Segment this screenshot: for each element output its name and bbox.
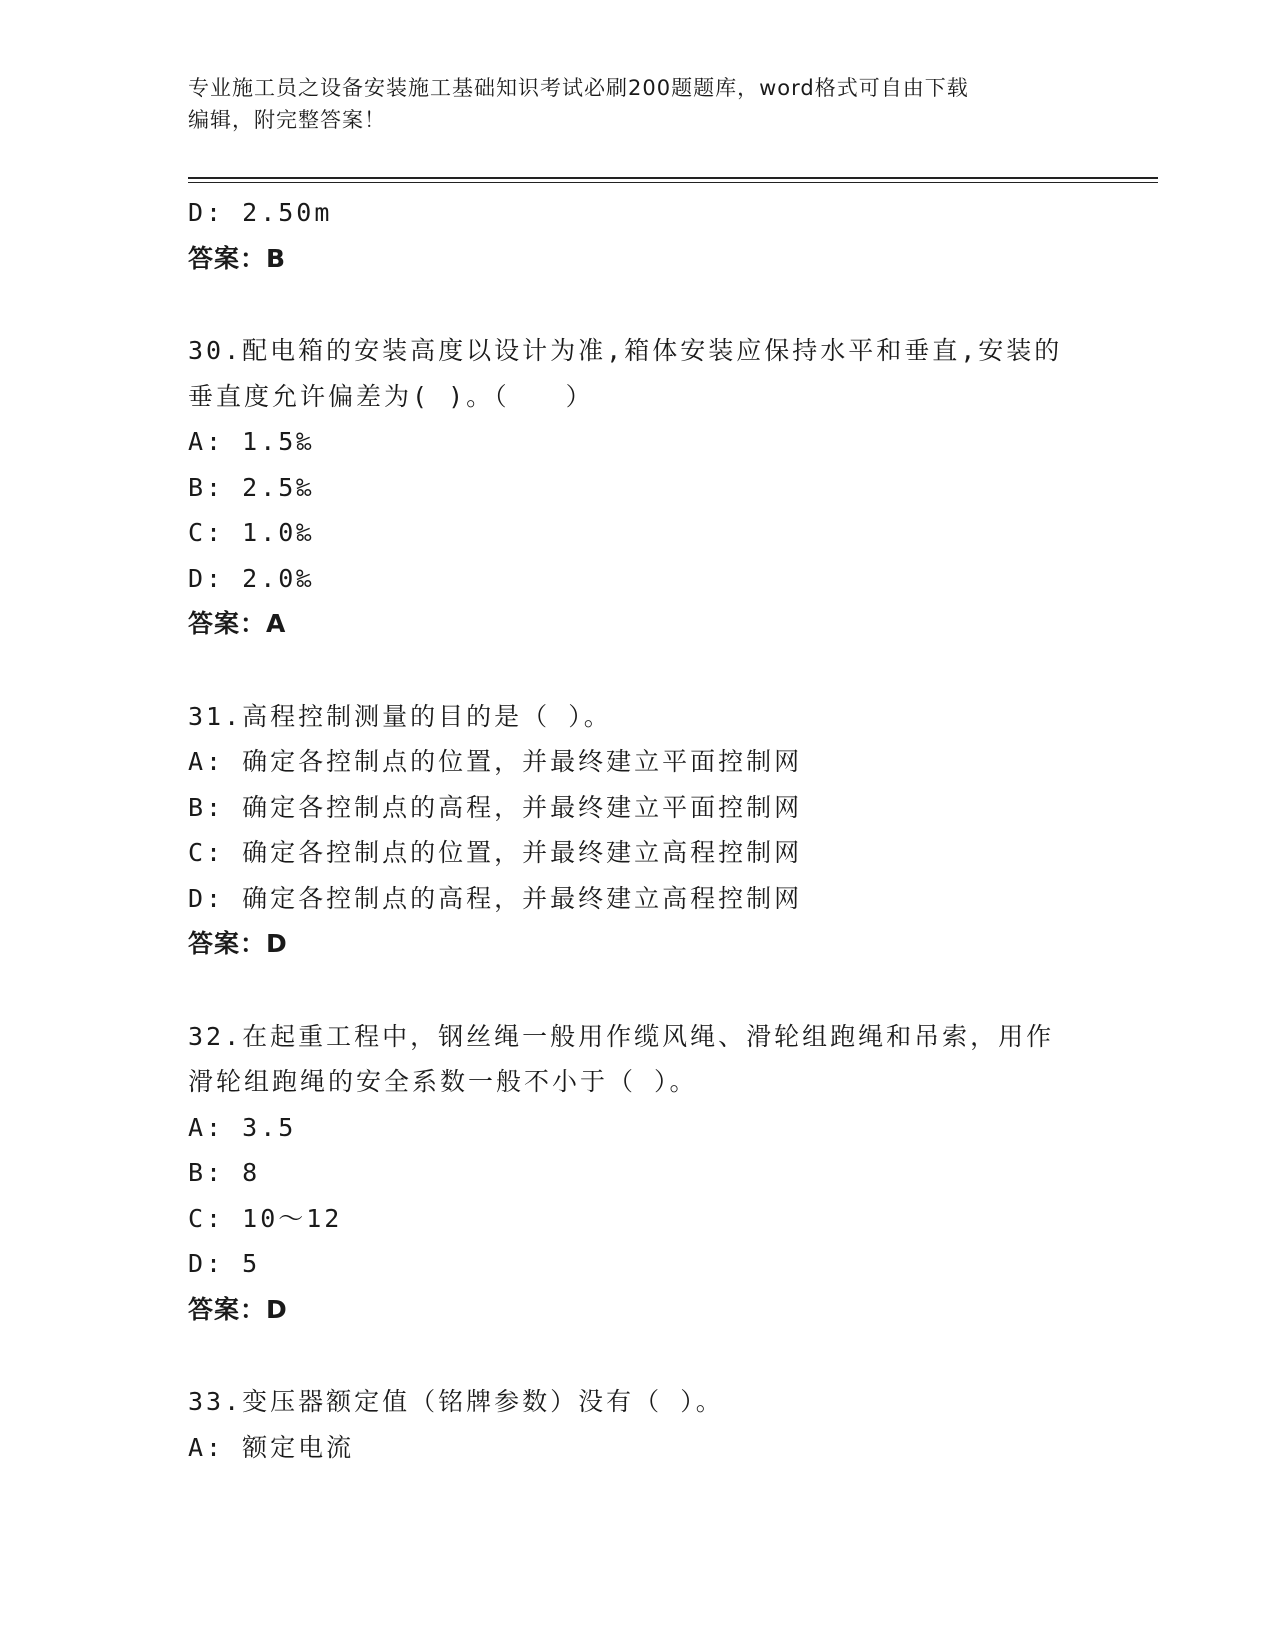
question-stem-line-1: 30.配电箱的安装高度以设计为准,箱体安装应保持水平和垂直,安装的	[188, 336, 1063, 365]
answer-line: 答案：B	[188, 243, 287, 273]
question-list	[188, 190, 1158, 1470]
question-stem-line-2: 垂直度允许偏差为( )。（ ）	[188, 381, 594, 411]
header-line-2: 编辑，附完整答案！	[188, 108, 386, 132]
question-block-30	[188, 328, 1158, 647]
question-block-32	[188, 1014, 1158, 1333]
option-a: A: 3.5	[188, 1112, 297, 1142]
answer-line: 答案：D	[188, 929, 288, 958]
question-block-31	[188, 694, 1158, 967]
option-a: A: 额定电流	[188, 1432, 355, 1462]
question-block-29	[188, 190, 1158, 281]
option-d: D: 确定各控制点的高程，并最终建立高程控制网	[188, 883, 803, 913]
header-divider-thin	[188, 182, 1158, 183]
answer-line: 答案：A	[188, 609, 287, 638]
option-b: B: 2.5‰	[188, 472, 315, 502]
header-divider-thick	[188, 177, 1158, 179]
option-d: D: 2.0‰	[188, 563, 315, 593]
document-header	[188, 72, 1088, 136]
question-stem-line-1: 33.变压器额定值（铭牌参数）没有（ ）。	[188, 1387, 724, 1416]
option-b: B: 8	[188, 1158, 261, 1187]
option-d: D: 2.50m	[188, 198, 333, 227]
option-c: C: 1.0‰	[188, 518, 315, 547]
question-stem-line-1: 31.高程控制测量的目的是（ ）。	[188, 701, 612, 731]
option-c: C: 确定各控制点的位置，并最终建立高程控制网	[188, 838, 803, 867]
question-block-33	[188, 1379, 1158, 1470]
question-stem-line-2: 滑轮组跑绳的安全系数一般不小于（ ）。	[188, 1067, 698, 1096]
answer-line: 答案：D	[188, 1294, 288, 1324]
question-stem-line-1: 32.在起重工程中，钢丝绳一般用作缆风绳、滑轮组跑绳和吊索，用作	[188, 1021, 1055, 1051]
option-b: B: 确定各控制点的高程，并最终建立平面控制网	[188, 792, 803, 822]
header-line-1: 专业施工员之设备安装施工基础知识考试必刷200题题库，word格式可自由下载	[188, 76, 969, 100]
option-c: C: 10～12	[188, 1203, 343, 1233]
option-a: A: 1.5‰	[188, 427, 315, 456]
option-a: A: 确定各控制点的位置，并最终建立平面控制网	[188, 747, 803, 776]
option-d: D: 5	[188, 1249, 261, 1278]
